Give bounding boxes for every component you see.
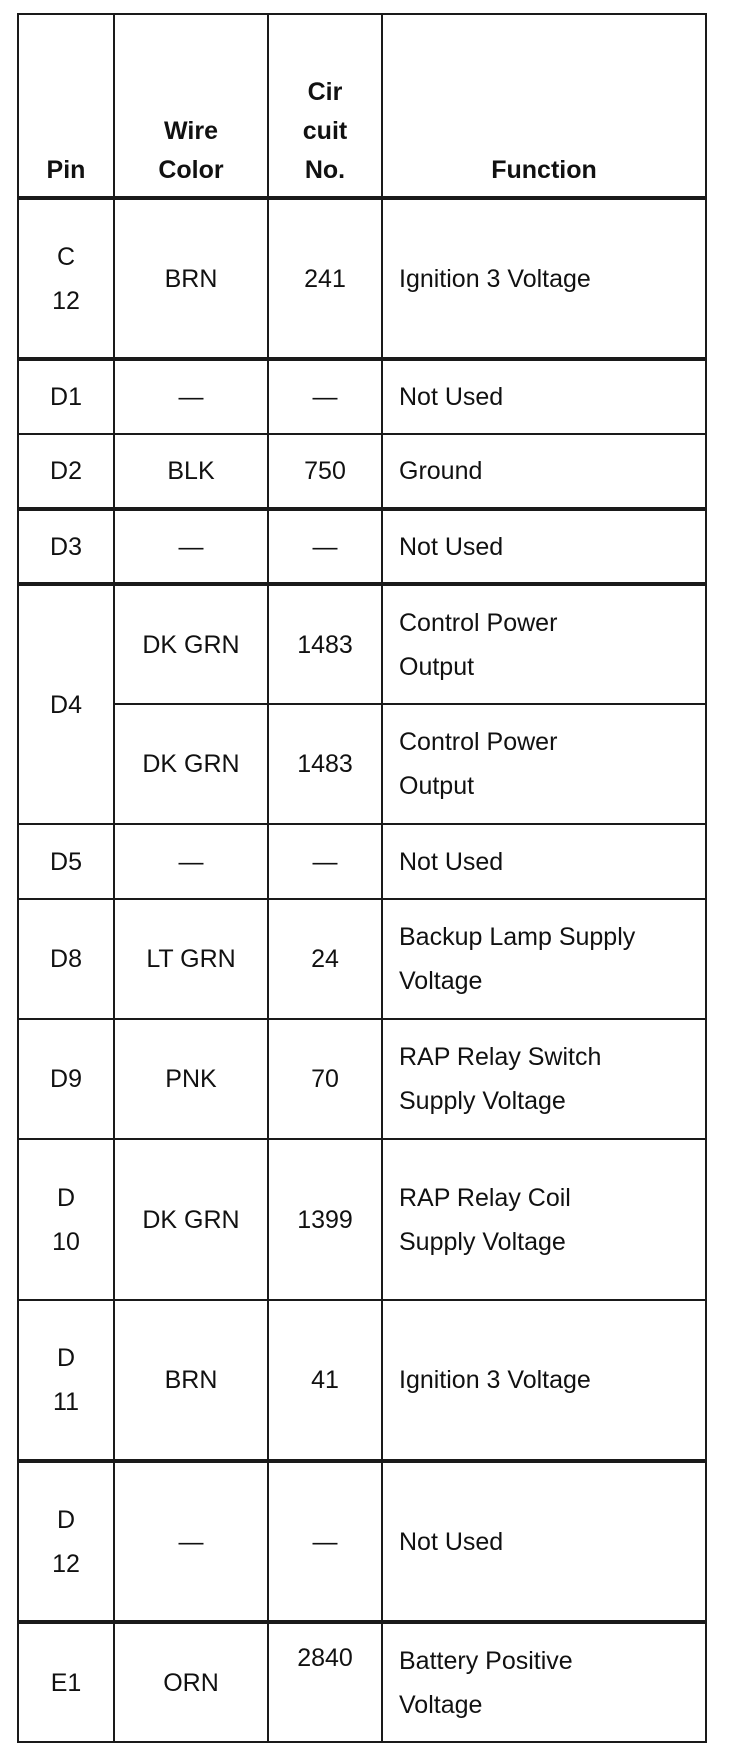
- wire-color-cell: BRN: [114, 1300, 268, 1461]
- pin-cell: D1: [18, 359, 114, 434]
- pin-cell: D2: [18, 434, 114, 509]
- function-cell: Ignition 3 Voltage: [382, 1300, 706, 1461]
- function-cell: Ignition 3 Voltage: [382, 198, 706, 359]
- header-wire-color: Wire Color: [114, 14, 268, 198]
- circuit-cell: 1483: [268, 584, 382, 704]
- wire-color-cell: —: [114, 359, 268, 434]
- wire-color-cell: —: [114, 824, 268, 899]
- circuit-cell: —: [268, 509, 382, 584]
- table-row: [18, 359, 706, 434]
- wire-color-cell: —: [114, 509, 268, 584]
- function-cell: RAP Relay Coil Supply Voltage: [382, 1139, 706, 1300]
- function-cell: Not Used: [382, 359, 706, 434]
- wire-color-cell: DK GRN: [114, 584, 268, 704]
- table-row: [18, 1139, 706, 1300]
- pin-cell: D 12: [18, 1461, 114, 1622]
- wire-color-cell: ORN: [114, 1622, 268, 1742]
- table-row: [18, 899, 706, 1019]
- circuit-cell: —: [268, 824, 382, 899]
- wire-color-cell: BRN: [114, 198, 268, 359]
- function-cell: Control Power Output: [382, 704, 706, 824]
- table-row: [18, 1461, 706, 1622]
- table-row: [18, 434, 706, 509]
- function-cell: Backup Lamp Supply Voltage: [382, 899, 706, 1019]
- circuit-cell: —: [268, 1461, 382, 1622]
- circuit-cell: —: [268, 359, 382, 434]
- header-function: Function: [382, 14, 706, 198]
- pin-cell: D 10: [18, 1139, 114, 1300]
- circuit-cell: 24: [268, 899, 382, 1019]
- table-row: [18, 584, 706, 704]
- wire-color-cell: —: [114, 1461, 268, 1622]
- function-cell: Battery Positive Voltage: [382, 1622, 706, 1742]
- circuit-cell: 2840: [268, 1622, 382, 1742]
- pin-cell: D3: [18, 509, 114, 584]
- pin-cell: D4: [18, 584, 114, 824]
- header-pin: Pin: [18, 14, 114, 198]
- circuit-cell: 1399: [268, 1139, 382, 1300]
- pin-cell: D8: [18, 899, 114, 1019]
- circuit-cell: 1483: [268, 704, 382, 824]
- pin-cell: C 12: [18, 198, 114, 359]
- table-row: [18, 824, 706, 899]
- table-row: [18, 704, 706, 824]
- header-circuit-no: Cir cuit No.: [268, 14, 382, 198]
- wire-color-cell: LT GRN: [114, 899, 268, 1019]
- circuit-cell: 750: [268, 434, 382, 509]
- wire-color-cell: DK GRN: [114, 704, 268, 824]
- table-row: [18, 1300, 706, 1461]
- wire-color-cell: DK GRN: [114, 1139, 268, 1300]
- table-row: [18, 198, 706, 359]
- circuit-cell: 41: [268, 1300, 382, 1461]
- wire-color-cell: PNK: [114, 1019, 268, 1139]
- header-row: [18, 14, 706, 198]
- wire-color-cell: BLK: [114, 434, 268, 509]
- function-cell: Control Power Output: [382, 584, 706, 704]
- pin-cell: E1: [18, 1622, 114, 1742]
- connector-pinout-table: [17, 13, 707, 1743]
- table-row: [18, 1019, 706, 1139]
- circuit-cell: 70: [268, 1019, 382, 1139]
- pin-cell: D5: [18, 824, 114, 899]
- function-cell: Not Used: [382, 1461, 706, 1622]
- function-cell: RAP Relay Switch Supply Voltage: [382, 1019, 706, 1139]
- pin-cell: D 11: [18, 1300, 114, 1461]
- circuit-cell: 241: [268, 198, 382, 359]
- function-cell: Not Used: [382, 509, 706, 584]
- table-row: [18, 1622, 706, 1742]
- pin-cell: D9: [18, 1019, 114, 1139]
- table-row: [18, 509, 706, 584]
- function-cell: Ground: [382, 434, 706, 509]
- function-cell: Not Used: [382, 824, 706, 899]
